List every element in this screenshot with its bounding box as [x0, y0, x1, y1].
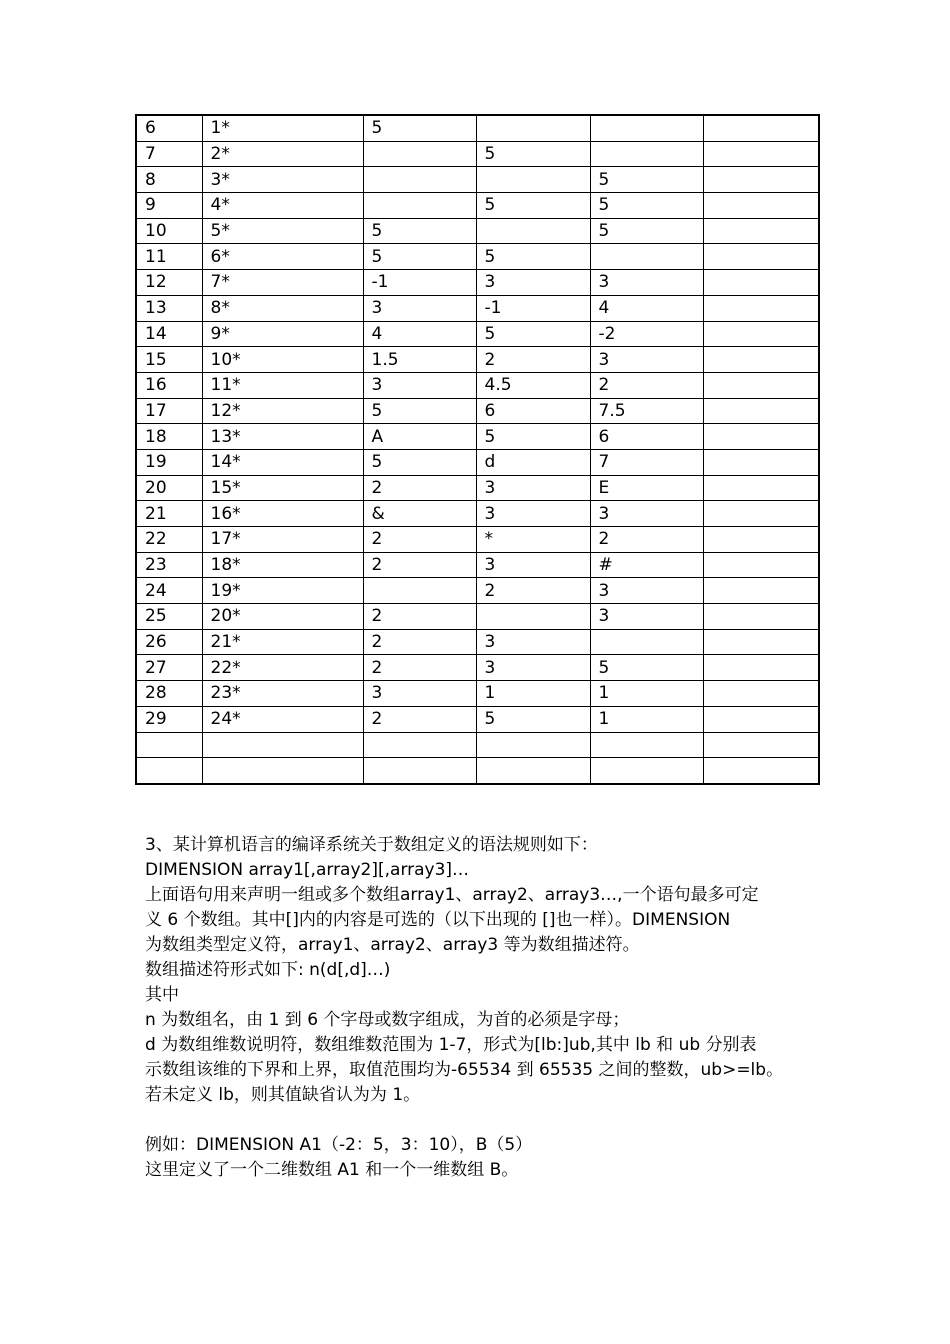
table-cell	[590, 141, 703, 167]
table-cell	[476, 732, 590, 758]
table-cell: 2	[363, 552, 476, 578]
table-cell	[136, 732, 202, 758]
table-cell: 5	[363, 218, 476, 244]
table-cell: 3*	[202, 167, 363, 193]
table-cell	[703, 552, 819, 578]
table-cell: 5	[590, 655, 703, 681]
table-cell	[590, 758, 703, 784]
table-cell	[703, 655, 819, 681]
table-cell: 5	[476, 244, 590, 270]
table-cell	[703, 167, 819, 193]
table-cell: *	[476, 527, 590, 553]
table-row	[136, 475, 819, 501]
table-row	[136, 115, 819, 141]
table-cell: 22	[136, 527, 202, 553]
table-cell: 7	[136, 141, 202, 167]
table-cell: 9	[136, 193, 202, 219]
table-cell: 5	[476, 321, 590, 347]
table-cell: 17*	[202, 527, 363, 553]
table-cell: 3	[590, 501, 703, 527]
table-row	[136, 552, 819, 578]
table-cell	[703, 501, 819, 527]
table-cell	[703, 424, 819, 450]
table-cell: 19*	[202, 578, 363, 604]
table-row	[136, 295, 819, 321]
table-cell	[703, 141, 819, 167]
table-cell: -2	[590, 321, 703, 347]
table-cell	[363, 141, 476, 167]
table-cell	[703, 449, 819, 475]
table-cell: 3	[476, 552, 590, 578]
table-cell: 16*	[202, 501, 363, 527]
table-cell	[703, 475, 819, 501]
table-row	[136, 193, 819, 219]
table-row	[136, 372, 819, 398]
table-cell: 19	[136, 449, 202, 475]
example-line: 例如：DIMENSION A1（-2：5，3：10），B（5）	[145, 1135, 533, 1155]
table-cell: 25	[136, 604, 202, 630]
table-cell	[476, 758, 590, 784]
table-cell	[703, 372, 819, 398]
table-row	[136, 578, 819, 604]
table-cell	[476, 604, 590, 630]
table-cell: 15	[136, 347, 202, 373]
table-cell: 4	[363, 321, 476, 347]
table-cell: 1	[590, 681, 703, 707]
table-cell: 28	[136, 681, 202, 707]
table-cell: 3	[590, 578, 703, 604]
table-cell: 10	[136, 218, 202, 244]
table-cell	[363, 167, 476, 193]
table-cell	[476, 218, 590, 244]
table-cell: -1	[476, 295, 590, 321]
table-cell	[136, 758, 202, 784]
table-cell: 3	[363, 681, 476, 707]
table-cell: 4	[590, 295, 703, 321]
table-cell	[202, 758, 363, 784]
table-cell: 5	[476, 706, 590, 732]
table-cell: 2	[476, 578, 590, 604]
table-cell: 18	[136, 424, 202, 450]
table-cell: 5	[363, 244, 476, 270]
table-cell: 6	[136, 115, 202, 141]
table-cell: 6	[476, 398, 590, 424]
table-row	[136, 449, 819, 475]
table-row	[136, 629, 819, 655]
table-cell: 1*	[202, 115, 363, 141]
table-cell: 3	[476, 270, 590, 296]
table-cell: 5	[590, 167, 703, 193]
table-cell: 2	[363, 706, 476, 732]
table-cell	[703, 681, 819, 707]
table-cell: 3	[476, 655, 590, 681]
table-cell	[703, 706, 819, 732]
table-row	[136, 681, 819, 707]
table-cell: 22*	[202, 655, 363, 681]
table-cell: 5	[363, 398, 476, 424]
table-cell	[703, 398, 819, 424]
table-row	[136, 270, 819, 296]
table-cell: 5	[476, 141, 590, 167]
description-line-1: 上面语句用来声明一组或多个数组array1、array2、array3…,一个语句最多可定	[145, 885, 759, 905]
table-cell: 1.5	[363, 347, 476, 373]
table-cell: 2	[363, 527, 476, 553]
table-cell: 3	[476, 501, 590, 527]
description-line-2: 义 6 个数组。其中[]内的内容是可选的（以下出现的 []也一样）。DIMENSION	[145, 910, 731, 930]
descriptor-form: 数组描述符形式如下: n(d[,d]…)	[145, 960, 391, 980]
table-cell: 5	[476, 424, 590, 450]
table-row	[136, 218, 819, 244]
table-cell: 5*	[202, 218, 363, 244]
table-cell: 3	[476, 629, 590, 655]
table-cell	[703, 218, 819, 244]
table-cell	[703, 295, 819, 321]
table-cell: 13*	[202, 424, 363, 450]
table-cell: 4.5	[476, 372, 590, 398]
table-cell	[703, 244, 819, 270]
table-cell: 9*	[202, 321, 363, 347]
table-cell: 4*	[202, 193, 363, 219]
table-cell: 2	[476, 347, 590, 373]
table-cell: 5	[590, 193, 703, 219]
table-cell: 20	[136, 475, 202, 501]
table-cell: 3	[590, 604, 703, 630]
table-row	[136, 167, 819, 193]
table-cell: 11	[136, 244, 202, 270]
table-cell: 2	[363, 475, 476, 501]
table-cell: 2	[590, 527, 703, 553]
table-cell: d	[476, 449, 590, 475]
problem-heading: 3、某计算机语言的编译系统关于数组定义的语法规则如下：	[145, 835, 598, 855]
d-definition-line-2: 示数组该维的下界和上界，取值范围均为-65534 到 65535 之间的整数，ub>=lb。	[145, 1060, 784, 1080]
table-cell	[703, 758, 819, 784]
table-cell	[590, 115, 703, 141]
table-cell: 7*	[202, 270, 363, 296]
table-cell: 5	[476, 193, 590, 219]
table-cell: 3	[590, 270, 703, 296]
table-cell: 7.5	[590, 398, 703, 424]
table-cell	[703, 115, 819, 141]
table-cell: 10*	[202, 347, 363, 373]
table-row	[136, 758, 819, 784]
table-cell: 21	[136, 501, 202, 527]
table-cell: 6*	[202, 244, 363, 270]
table-cell: 12	[136, 270, 202, 296]
table-cell: 8	[136, 167, 202, 193]
description-line-3: 为数组类型定义符，array1、array2、array3 等为数组描述符。	[145, 935, 640, 955]
table-cell: 14*	[202, 449, 363, 475]
table-cell: 23*	[202, 681, 363, 707]
table-cell: 23	[136, 552, 202, 578]
table-row	[136, 398, 819, 424]
d-definition-line-1: d 为数组维数说明符，数组维数范围为 1-7，形式为[lb:]ub,其中 lb 和 ub 分别表	[145, 1035, 757, 1055]
table-cell: 3	[363, 295, 476, 321]
table-cell	[703, 270, 819, 296]
table-cell: 15*	[202, 475, 363, 501]
table-row	[136, 244, 819, 270]
table-cell	[202, 732, 363, 758]
table-cell: #	[590, 552, 703, 578]
table-cell: &	[363, 501, 476, 527]
table-cell: 5	[363, 115, 476, 141]
n-definition: n 为数组名，由 1 到 6 个字母或数字组成，为首的必须是字母；	[145, 1010, 630, 1030]
table-row	[136, 501, 819, 527]
table-cell: 5	[363, 449, 476, 475]
table-cell: 5	[590, 218, 703, 244]
table-cell: 2	[363, 655, 476, 681]
table-cell: 11*	[202, 372, 363, 398]
table-cell: 16	[136, 372, 202, 398]
table-cell: 2	[590, 372, 703, 398]
table-cell	[363, 758, 476, 784]
table-cell: 27	[136, 655, 202, 681]
table-row	[136, 655, 819, 681]
table-cell: 13	[136, 295, 202, 321]
table-cell	[476, 115, 590, 141]
table-cell: 18*	[202, 552, 363, 578]
table-cell: 7	[590, 449, 703, 475]
table-cell	[363, 193, 476, 219]
table-row	[136, 347, 819, 373]
table-row	[136, 604, 819, 630]
table-cell	[703, 732, 819, 758]
table-cell	[363, 578, 476, 604]
example-note: 这里定义了一个二维数组 A1 和一个一维数组 B。	[145, 1160, 519, 1180]
table-cell: 2*	[202, 141, 363, 167]
table-cell: -1	[363, 270, 476, 296]
syntax-rule: DIMENSION array1[,array2][,array3]…	[145, 860, 470, 880]
table-cell: 3	[363, 372, 476, 398]
table-cell: 6	[590, 424, 703, 450]
table-cell: 3	[590, 347, 703, 373]
table-cell: 12*	[202, 398, 363, 424]
table-cell	[703, 193, 819, 219]
table-cell: 2	[363, 629, 476, 655]
table-cell	[590, 244, 703, 270]
table-cell	[476, 167, 590, 193]
table-row	[136, 321, 819, 347]
table-cell: E	[590, 475, 703, 501]
table-cell: 26	[136, 629, 202, 655]
table-cell	[703, 321, 819, 347]
table-cell	[590, 732, 703, 758]
table-row	[136, 732, 819, 758]
table-cell: 2	[363, 604, 476, 630]
table-cell	[703, 578, 819, 604]
test-case-table	[135, 114, 820, 785]
table-cell	[703, 527, 819, 553]
table-cell: 3	[476, 475, 590, 501]
table-cell: A	[363, 424, 476, 450]
d-definition-line-3: 若未定义 lb，则其值缺省认为为 1。	[145, 1085, 421, 1105]
table-cell	[590, 629, 703, 655]
table-cell	[363, 732, 476, 758]
table-cell: 20*	[202, 604, 363, 630]
table-row	[136, 141, 819, 167]
table-row	[136, 527, 819, 553]
table-cell: 1	[590, 706, 703, 732]
table-cell	[703, 604, 819, 630]
table-cell: 17	[136, 398, 202, 424]
table-cell: 14	[136, 321, 202, 347]
table-cell: 24*	[202, 706, 363, 732]
table-cell: 29	[136, 706, 202, 732]
problem-description	[145, 833, 810, 1183]
table-cell: 24	[136, 578, 202, 604]
table-cell	[703, 629, 819, 655]
table-cell: 21*	[202, 629, 363, 655]
table-cell: 1	[476, 681, 590, 707]
blank-line	[145, 1108, 810, 1133]
where-label: 其中	[145, 985, 179, 1005]
table-row	[136, 706, 819, 732]
table-cell: 8*	[202, 295, 363, 321]
table-cell	[703, 347, 819, 373]
table-row	[136, 424, 819, 450]
